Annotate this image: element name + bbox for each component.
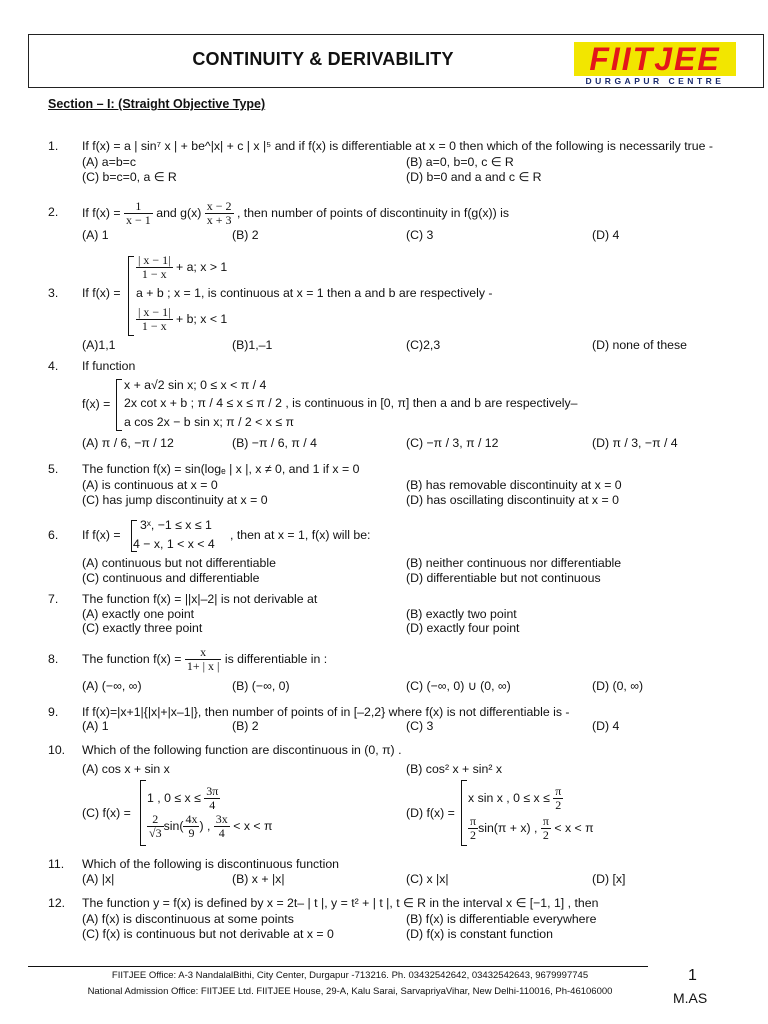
- option-b: (B) f(x) is differentiable everywhere: [406, 912, 597, 926]
- question-number: 11.: [48, 857, 65, 871]
- fraction: [204, 785, 220, 812]
- left-brace: [128, 256, 134, 336]
- case-text: sin(π + x) ,: [478, 820, 541, 835]
- case-1: 3ˣ, −1 ≤ x ≤ 1: [140, 518, 212, 532]
- option-c: (C) 3: [406, 228, 434, 242]
- question-number: 1.: [48, 139, 59, 153]
- option-a: (A) f(x) is discontinuous at some points: [82, 912, 294, 926]
- option-b: (B) (−∞, 0): [232, 679, 290, 693]
- option-d: (D) (0, ∞): [592, 679, 644, 693]
- denominator: √3: [149, 826, 162, 840]
- fraction: [205, 200, 234, 227]
- left-brace: [116, 379, 122, 431]
- option-c: (C) x |x|: [406, 872, 449, 886]
- option-d-case-1: [468, 785, 563, 812]
- question-number: 6.: [48, 528, 59, 542]
- option-b: (B) neither continuous nor differentiable: [406, 556, 622, 570]
- denominator: 9: [188, 826, 195, 840]
- question-stem: Which of the following function are discontinuous in (0, π) .: [82, 743, 402, 757]
- denominator: 1 − x: [141, 319, 167, 333]
- numerator: x: [185, 646, 222, 660]
- question-stem: The function f(x) = sin(logₑ | x |, x ≠ 0, and 1 if x = 0: [82, 462, 360, 476]
- numerator: 3π: [206, 784, 219, 798]
- question-number: 9.: [48, 705, 59, 719]
- option-a: (A) continuous but not differentiable: [82, 556, 276, 570]
- fraction: [136, 306, 173, 333]
- case-text: < x < π: [554, 820, 594, 835]
- option-a: (A) cos x + sin x: [82, 762, 170, 776]
- option-c: (C) b=c=0, a ∈ R: [82, 170, 177, 184]
- fraction: [214, 813, 230, 840]
- option-a: (A) (−∞, ∞): [82, 679, 142, 693]
- author-initials: M.AS: [673, 990, 708, 1006]
- option-b: (B) x + |x|: [232, 872, 285, 886]
- question-number: 5.: [48, 462, 59, 476]
- question-stem: [82, 646, 327, 673]
- case-text: ,: [203, 818, 214, 833]
- fx-label: f(x) =: [82, 397, 111, 411]
- numerator: 2: [147, 813, 164, 827]
- page-number: 1: [688, 967, 697, 984]
- denominator: 4: [209, 798, 216, 812]
- stem-text: If f(x) =: [82, 205, 125, 220]
- question-number: 8.: [48, 652, 59, 666]
- option-c: (C) exactly three point: [82, 621, 203, 635]
- option-a: (A) exactly one point: [82, 607, 195, 621]
- footer-divider: [28, 966, 648, 967]
- option-b: (B) −π / 6, π / 4: [232, 436, 317, 450]
- denominator: 2: [470, 828, 477, 842]
- option-d: (D) exactly four point: [406, 621, 520, 635]
- question-stem: If function: [82, 359, 136, 373]
- option-c: (C) (−∞, 0) ∪ (0, ∞): [406, 679, 511, 693]
- option-a: (A) π / 6, −π / 12: [82, 436, 174, 450]
- left-brace: [140, 780, 146, 846]
- numerator: π: [470, 814, 477, 828]
- option-c-case-1: [147, 785, 220, 812]
- stem-prefix: If f(x) =: [82, 528, 121, 542]
- case-3: a cos 2x − b sin x; π / 2 < x ≤ π: [124, 415, 294, 429]
- case-text: x sin x , 0 ≤ x ≤: [468, 790, 550, 805]
- page-title: CONTINUITY & DERIVABILITY: [192, 49, 454, 69]
- option-c: (C) continuous and differentiable: [82, 571, 260, 585]
- fraction: [147, 813, 164, 840]
- case-text: 1 , 0 ≤ x ≤: [147, 790, 201, 805]
- case-2: 2x cot x + b ; π / 4 ≤ x ≤ π / 2 , is continuous in [0, π] then a and b are respectively–: [124, 396, 578, 410]
- option-c: (C) f(x) is continuous but not derivable at x = 0: [82, 927, 334, 941]
- stem-suffix: , then at x = 1, f(x) will be:: [230, 528, 371, 542]
- option-d: (D) b=0 and a and c ∈ R: [406, 170, 542, 184]
- numerator: x − 2: [206, 199, 232, 213]
- numerator: | x − 1|: [138, 253, 171, 267]
- question-number: 12.: [48, 896, 66, 910]
- option-c: (C) has jump discontinuity at x = 0: [82, 493, 268, 507]
- option-d: (D) π / 3, −π / 4: [592, 436, 678, 450]
- option-a: (A) 1: [82, 719, 109, 733]
- denominator: 1+ | x |: [186, 659, 220, 673]
- option-b: (B) has removable discontinuity at x = 0: [406, 478, 622, 492]
- option-d: (D) has oscillating discontinuity at x = 0: [406, 493, 619, 507]
- numerator: 3x: [215, 812, 228, 826]
- fraction: [468, 815, 478, 842]
- option-d: (D) none of these: [592, 338, 688, 352]
- footer-national-office: National Admission Office: FIITJEE Ltd. FIITJEE House, 29-A, Kalu Sarai, SarvapriyaVihar, New Delhi-110016, Ph-46106000: [87, 986, 613, 997]
- numerator: π: [555, 784, 562, 798]
- option-b: (B)1,–1: [232, 338, 273, 352]
- stem-prefix: If f(x) =: [82, 286, 121, 300]
- option-c-label: (C) f(x) =: [82, 806, 131, 820]
- numerator: 4x: [185, 812, 198, 826]
- option-b: (B) 2: [232, 719, 259, 733]
- question-stem: The function y = f(x) is defined by x = 2t– | t |, y = t² + | t |, t ∈ R in the interval x ∈ [−1, 1] , then: [82, 896, 599, 910]
- left-brace: [461, 780, 467, 846]
- option-c-case-2: $\frac{2}{√3}$ sin( $\frac{4x}{9}$ ) , $\frac{3x}{4}$ < x < π: [149, 812, 273, 840]
- fiitjee-logo: FIITJEE: [574, 42, 736, 76]
- question-number: 2.: [48, 205, 59, 219]
- option-d: (D) 4: [592, 719, 620, 733]
- section-title: Section – I: (Straight Objective Type): [48, 97, 266, 111]
- denominator: x − 1: [126, 213, 151, 227]
- option-a: (A) is continuous at x = 0: [82, 478, 218, 492]
- option-d-case-2: [468, 815, 594, 842]
- case-1: x + a√2 sin x; 0 ≤ x < π / 4: [124, 378, 267, 392]
- stem-text: is differentiable in :: [221, 651, 328, 666]
- numerator: | x − 1|: [138, 305, 171, 319]
- question-number: 7.: [48, 592, 59, 606]
- case-3: [136, 306, 227, 333]
- option-a: (A) a=b=c: [82, 155, 136, 169]
- footer-office: FIITJEE Office: A-3 NandalalBithi, City Center, Durgapur -713216. Ph. 03432542642, 03432542643, 9679997745: [111, 970, 589, 981]
- stem-text: The function f(x) =: [82, 651, 185, 666]
- denominator: 2: [542, 828, 549, 842]
- question-number: 3.: [48, 286, 59, 300]
- fraction: [183, 813, 199, 840]
- case-2: 4 − x, 1 < x < 4: [133, 537, 215, 551]
- option-a: (A) |x|: [82, 872, 115, 886]
- denominator: 4: [218, 826, 225, 840]
- fraction: [185, 646, 222, 673]
- question-number: 4.: [48, 359, 59, 373]
- option-c: (C) 3: [406, 719, 434, 733]
- case-text: < x < π: [233, 818, 273, 833]
- denominator: 1 − x: [141, 267, 167, 281]
- numerator: 1: [124, 200, 153, 214]
- option-d-label: (D) f(x) =: [406, 806, 455, 820]
- case-text: + a; x > 1: [176, 259, 228, 274]
- case-text: sin: [163, 818, 180, 833]
- option-d: (D) f(x) is constant function: [406, 927, 553, 941]
- fraction: [541, 815, 551, 842]
- denominator: 2: [555, 798, 562, 812]
- stem-text: , then number of points of discontinuity in f(g(x)) is: [233, 205, 509, 220]
- option-d: (D) differentiable but not continuous: [406, 571, 601, 585]
- option-b: (B) 2: [232, 228, 259, 242]
- option-a: (A)1,1: [82, 338, 116, 352]
- option-b: (B) exactly two point: [406, 607, 517, 621]
- option-d: (D) [x]: [592, 872, 626, 886]
- numerator: π: [542, 814, 549, 828]
- logo-subtitle: DURGAPUR CENTRE: [585, 76, 725, 86]
- stem-text: and g(x): [152, 205, 205, 220]
- fraction: [136, 254, 173, 281]
- question-number: 10.: [48, 743, 66, 757]
- option-b: (B) cos² x + sin² x: [406, 762, 502, 776]
- option-d: (D) 4: [592, 228, 620, 242]
- option-a: (A) 1: [82, 228, 109, 242]
- question-stem: If f(x)=|x+1|{|x|+|x–1|}, then number of points of in [–2,2} where f(x) is not differentiable is -: [82, 705, 570, 719]
- question-stem: Which of the following is discontinuous function: [82, 857, 340, 871]
- question-stem: If f(x) = a | sin⁷ x | + be^|x| + c | x |⁵ and if f(x) is differentiable at x = 0 then which of the following is necessarily true -: [82, 139, 713, 153]
- case-2: a + b ; x = 1, is continuous at x = 1 then a and b are respectively -: [136, 286, 493, 300]
- fraction: [553, 785, 563, 812]
- question-stem: The function f(x) = ||x|–2| is not derivable at: [82, 592, 318, 606]
- option-c: (C) −π / 3, π / 12: [406, 436, 499, 450]
- denominator: x + 3: [206, 213, 232, 227]
- question-stem: [82, 200, 509, 227]
- fraction: [124, 200, 153, 227]
- option-b: (B) a=0, b=0, c ∈ R: [406, 155, 514, 169]
- case-text: + b; x < 1: [176, 311, 228, 326]
- option-c: (C)2,3: [406, 338, 441, 352]
- case-1: [136, 254, 227, 281]
